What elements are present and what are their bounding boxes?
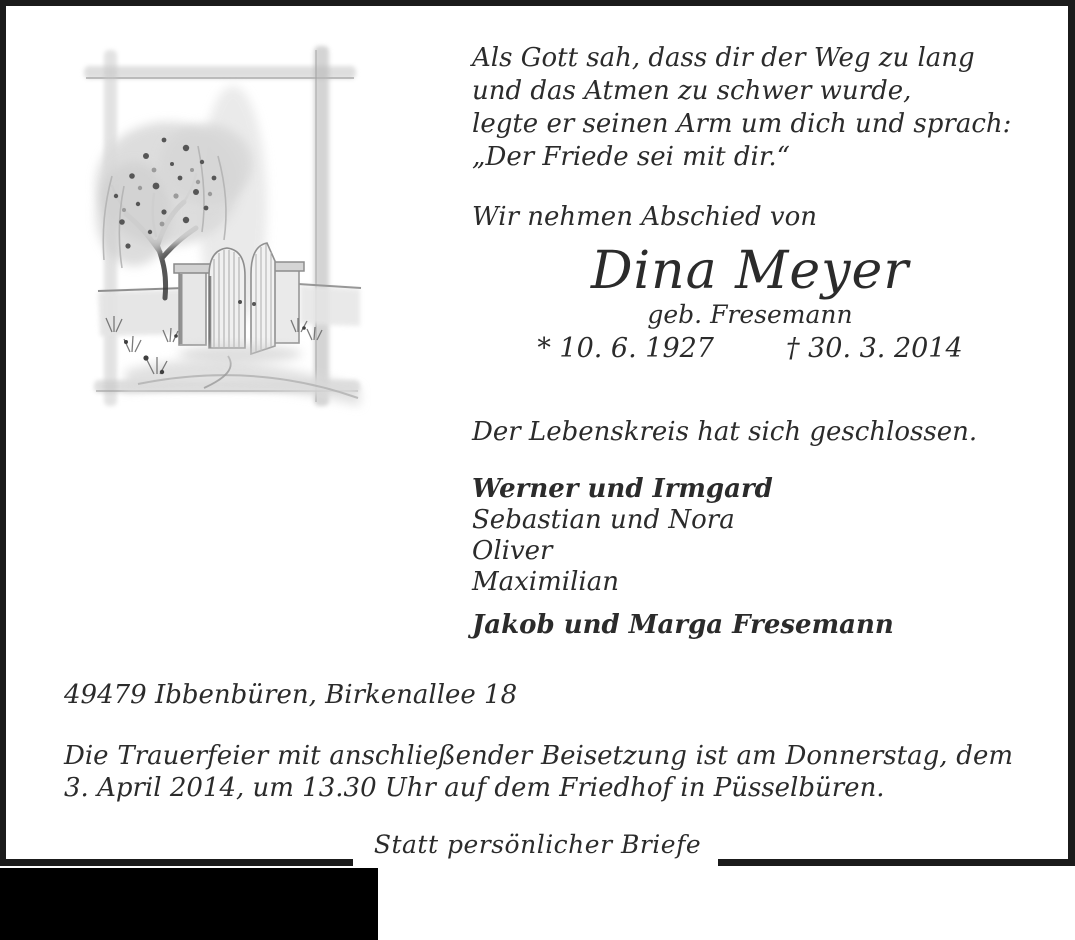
mourners-list — [472, 474, 894, 641]
funeral-info — [64, 740, 1013, 804]
frame-border-left — [0, 0, 6, 866]
death-date: † 30. 3. 2014 — [786, 333, 963, 364]
address-line: 49479 Ibbenbüren, Birkenallee 18 — [64, 680, 518, 710]
frame-border-top — [0, 0, 1075, 6]
life-dates — [472, 333, 1028, 365]
funeral-info-line: Die Trauerfeier mit anschließender Beisetzung ist am Donnerstag, dem — [64, 741, 1013, 771]
farewell-line: Wir nehmen Abschied von — [472, 202, 817, 232]
garden-gate-sketch-svg — [68, 36, 372, 420]
redacted-block — [0, 868, 378, 940]
mourner-line: Werner und Irmgard — [472, 474, 773, 504]
mourner-line: Oliver — [472, 536, 553, 566]
deceased-name: Dina Meyer — [590, 241, 910, 301]
frame-border-bottom-right-segment — [718, 859, 1075, 866]
memorial-poem — [472, 42, 1011, 174]
garden-gate-illustration — [68, 36, 372, 420]
frame-border-right — [1068, 0, 1075, 866]
closing-line: Der Lebenskreis hat sich geschlossen. — [472, 417, 978, 447]
birth-date: * 10. 6. 1927 — [537, 333, 714, 364]
maiden-name: geb. Fresemann — [647, 300, 853, 329]
funeral-info-line: 3. April 2014, um 13.30 Uhr auf dem Friedhof in Püsselbüren. — [64, 773, 885, 803]
poem-line: „Der Friede sei mit dir.“ — [472, 142, 790, 172]
frame-border-bottom-left-segment — [0, 859, 353, 866]
poem-line: und das Atmen zu schwer wurde, — [472, 76, 912, 106]
footer-note: Statt persönlicher Briefe — [373, 830, 702, 859]
mourner-line: Sebastian und Nora — [472, 505, 735, 535]
mourner-line: Jakob und Marga Fresemann — [472, 610, 894, 640]
mourner-line: Maximilian — [472, 567, 619, 597]
poem-line: Als Gott sah, dass dir der Weg zu lang — [472, 43, 975, 73]
deceased-block — [472, 243, 1028, 365]
poem-line: legte er seinen Arm um dich und sprach: — [472, 109, 1012, 139]
